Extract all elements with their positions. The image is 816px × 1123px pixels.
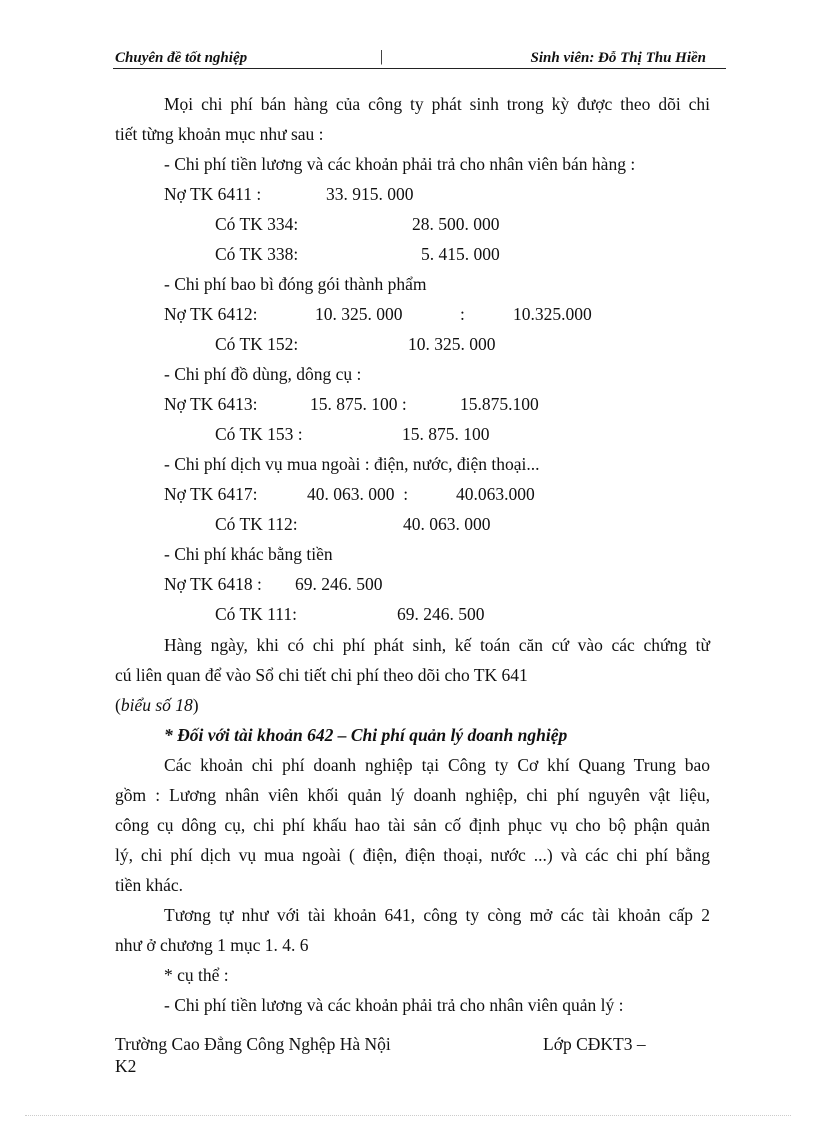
- footer-class: Lớp CĐKT3 –: [543, 1034, 646, 1054]
- amount: 33. 915. 000: [326, 184, 414, 204]
- reference-note: [115, 695, 199, 716]
- amount: 10. 325. 000: [408, 334, 496, 354]
- amount: 69. 246. 500: [397, 604, 485, 624]
- entry-no-6418: [164, 574, 383, 595]
- account-label: Có TK 111:: [215, 604, 297, 624]
- account-label: Có TK 153 :: [215, 424, 303, 444]
- amount: 40. 063. 000 :: [307, 484, 409, 504]
- paragraph-1-line-1: Mọi chi phí bán hàng của công ty phát sinh trong kỳ được theo dõi chi: [164, 94, 710, 114]
- entry-co-152: [215, 334, 496, 355]
- paragraph-4-line-2: như ở chương 1 mục 1. 4. 6: [115, 935, 309, 955]
- paragraph-3-line-2: gồm : Lương nhân viên khối quản lý doanh nghiệp, chi phí nguyên vật liệu,: [115, 785, 710, 805]
- page-bottom-border: [25, 1115, 791, 1116]
- entry-co-153: [215, 424, 490, 445]
- entry-no-6413: [164, 394, 539, 415]
- amount: 28. 500. 000: [412, 214, 500, 234]
- reference-open: (: [115, 695, 121, 715]
- section-heading: * Đối với tài khoản 642 – Chi phí quản lý doanh nghiệp: [164, 725, 568, 745]
- item-services: - Chi phí dịch vụ mua ngoài : điện, nước, điện thoại...: [164, 454, 540, 474]
- paragraph-4-line-1: Tương tự như với tài khoản 641, công ty còng mở các tài khoản cấp 2: [164, 905, 710, 925]
- account-label: Có TK 338:: [215, 244, 299, 264]
- item-other-cash: - Chi phí khác bằng tiền: [164, 544, 333, 564]
- entry-co-338: [215, 244, 500, 265]
- entry-co-334: [215, 214, 500, 235]
- reference-link: biểu số 18: [120, 695, 193, 715]
- account-label: Nợ TK 6413:: [164, 394, 258, 414]
- account-label: Nợ TK 6411 :: [164, 184, 262, 204]
- paragraph-3-line-3: công cụ dông cụ, chi phí khấu hao tài sản cố định phục vụ cho bộ phận quản: [115, 815, 710, 835]
- amount: 15. 875. 100: [402, 424, 490, 444]
- entry-no-6411: [164, 184, 414, 205]
- total: 40.063.000: [456, 484, 535, 504]
- account-label: Có TK 334:: [215, 214, 299, 234]
- total: 15.875.100: [460, 394, 539, 414]
- detail-label: * cụ thể :: [164, 965, 229, 985]
- reference-close: ): [192, 695, 199, 715]
- item-salary-management: - Chi phí tiền lương và các khoản phải trả cho nhân viên quản lý :: [164, 995, 624, 1015]
- footer-school: Trường Cao Đẳng Công Nghệp Hà Nội: [115, 1034, 391, 1054]
- paragraph-3-line-5: tiền khác.: [115, 875, 184, 895]
- account-label: Nợ TK 6412:: [164, 304, 258, 324]
- entry-co-112: [215, 514, 491, 535]
- amount: 5. 415. 000: [421, 244, 500, 264]
- paragraph-1-line-2: tiết từng khoản mục như sau :: [115, 124, 324, 144]
- amount: 69. 246. 500: [295, 574, 383, 594]
- paragraph-3-line-1: Các khoản chi phí doanh nghiệp tại Công ty Cơ khí Quang Trung bao: [164, 755, 710, 775]
- paragraph-2-line-1: Hàng ngày, khi có chi phí phát sinh, kế toán căn cứ vào các chứng từ: [164, 635, 710, 655]
- account-label: Có TK 112:: [215, 514, 298, 534]
- colon: :: [460, 304, 465, 324]
- amount: 15. 875. 100 :: [310, 394, 407, 414]
- account-label: Nợ TK 6418 :: [164, 574, 262, 594]
- account-label: Có TK 152:: [215, 334, 299, 354]
- item-salary-sales: - Chi phí tiền lương và các khoản phải trả cho nhân viên bán hàng :: [164, 154, 636, 174]
- page-header: [113, 46, 726, 69]
- item-packaging: - Chi phí bao bì đóng gói thành phẩm: [164, 274, 427, 294]
- paragraph-3-line-4: lý, chi phí dịch vụ mua ngoài ( điện, điện thoại, nước ...) và các chi phí bằng: [115, 845, 710, 865]
- account-label: Nợ TK 6417:: [164, 484, 258, 504]
- entry-no-6412: [164, 304, 592, 325]
- header-student: Sinh viên: Đỗ Thị Thu Hiền: [530, 50, 706, 66]
- paragraph-2-line-2: cú liên quan để vào Sổ chi tiết chi phí theo dõi cho TK 641: [115, 665, 528, 685]
- footer-class-continued: K2: [115, 1056, 137, 1076]
- entry-co-111: [215, 604, 485, 625]
- entry-no-6417: [164, 484, 535, 505]
- header-separator: |: [380, 48, 384, 65]
- amount: 10. 325. 000: [315, 304, 403, 324]
- amount: 40. 063. 000: [403, 514, 491, 534]
- header-title: Chuyên đề tốt nghiệp: [115, 50, 248, 66]
- total: 10.325.000: [513, 304, 592, 324]
- item-tools: - Chi phí đồ dùng, dông cụ :: [164, 364, 362, 384]
